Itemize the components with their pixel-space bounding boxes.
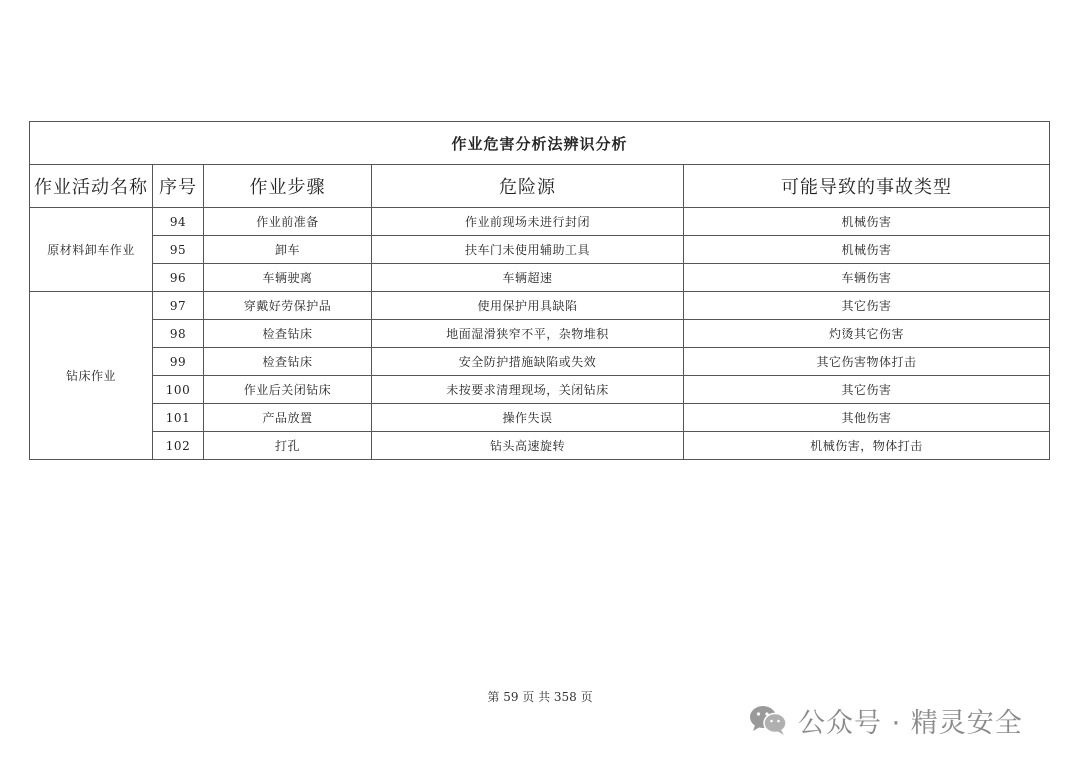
page-number: 第 59 页 共 358 页 <box>487 690 593 704</box>
number-cell: 102 <box>153 432 204 460</box>
watermark-text: 公众号 · 精灵安全 <box>798 707 1023 739</box>
number-cell: 95 <box>153 236 204 264</box>
table-row <box>30 236 1050 264</box>
accident-type-cell: 其它伤害 <box>684 292 1050 320</box>
accident-type-cell: 机械伤害 <box>684 208 1050 236</box>
header-activity: 作业活动名称 <box>30 165 153 208</box>
number-cell: 97 <box>153 292 204 320</box>
number-cell: 101 <box>153 404 204 432</box>
table-row <box>30 208 1050 236</box>
watermark <box>748 700 1023 740</box>
hazard-cell: 操作失误 <box>372 404 684 432</box>
table-row <box>30 404 1050 432</box>
hazard-cell: 未按要求清理现场，关闭钻床 <box>372 376 684 404</box>
accident-type-cell: 其它伤害物体打击 <box>684 348 1050 376</box>
step-cell: 产品放置 <box>204 404 372 432</box>
number-cell: 94 <box>153 208 204 236</box>
accident-type-cell: 其他伤害 <box>684 404 1050 432</box>
table-row <box>30 376 1050 404</box>
accident-type-cell: 灼烫其它伤害 <box>684 320 1050 348</box>
step-cell: 检查钻床 <box>204 320 372 348</box>
table-row <box>30 292 1050 320</box>
hazard-cell: 车辆超速 <box>372 264 684 292</box>
step-cell: 穿戴好劳保护品 <box>204 292 372 320</box>
number-cell: 99 <box>153 348 204 376</box>
step-cell: 车辆驶离 <box>204 264 372 292</box>
activity-name-cell: 原材料卸车作业 <box>30 208 153 292</box>
number-cell: 96 <box>153 264 204 292</box>
step-cell: 作业后关闭钻床 <box>204 376 372 404</box>
number-cell: 100 <box>153 376 204 404</box>
accident-type-cell: 机械伤害 <box>684 236 1050 264</box>
accident-type-cell: 其它伤害 <box>684 376 1050 404</box>
hazard-cell: 钻头高速旋转 <box>372 432 684 460</box>
hazard-cell: 地面湿滑狭窄不平，杂物堆积 <box>372 320 684 348</box>
header-number: 序号 <box>153 165 204 208</box>
step-cell: 卸车 <box>204 236 372 264</box>
hazard-cell: 使用保护用具缺陷 <box>372 292 684 320</box>
table-row <box>30 432 1050 460</box>
accident-type-cell: 机械伤害，物体打击 <box>684 432 1050 460</box>
header-hazard: 危险源 <box>372 165 684 208</box>
hazard-cell: 扶车门未使用辅助工具 <box>372 236 684 264</box>
table-title-row <box>30 122 1050 165</box>
hazard-cell: 安全防护措施缺陷或失效 <box>372 348 684 376</box>
table-row <box>30 264 1050 292</box>
hazard-analysis-table <box>29 121 1050 460</box>
accident-type-cell: 车辆伤害 <box>684 264 1050 292</box>
header-accident-type: 可能导致的事故类型 <box>684 165 1050 208</box>
table-row <box>30 348 1050 376</box>
number-cell: 98 <box>153 320 204 348</box>
table-header-row <box>30 165 1050 208</box>
step-cell: 打孔 <box>204 432 372 460</box>
header-step: 作业步骤 <box>204 165 372 208</box>
activity-name-cell: 钻床作业 <box>30 292 153 460</box>
step-cell: 检查钻床 <box>204 348 372 376</box>
hazard-cell: 作业前现场未进行封闭 <box>372 208 684 236</box>
table-title: 作业危害分析法辨识分析 <box>30 122 1050 165</box>
table-row <box>30 320 1050 348</box>
wechat-icon <box>748 704 788 736</box>
step-cell: 作业前准备 <box>204 208 372 236</box>
